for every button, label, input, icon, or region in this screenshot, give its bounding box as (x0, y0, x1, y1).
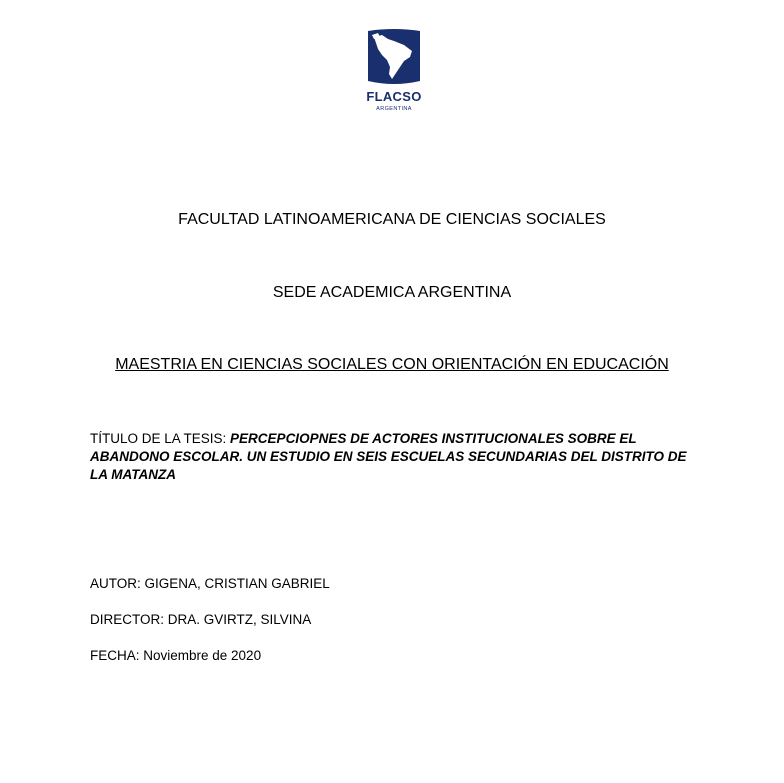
date-line: FECHA: Noviembre de 2020 (90, 648, 262, 663)
flacso-logo (360, 27, 428, 117)
faculty-name: FACULTAD LATINOAMERICANA DE CIENCIAS SOCIALES (178, 211, 606, 228)
program-name: MAESTRIA EN CIENCIAS SOCIALES CON ORIENTACIÓN EN EDUCACIÓN (115, 356, 669, 373)
sede-name: SEDE ACADEMICA ARGENTINA (272, 284, 512, 301)
author-line: AUTOR: GIGENA, CRISTIAN GABRIEL (90, 576, 330, 591)
thesis-block (90, 430, 690, 484)
director-line: DIRECTOR: DRA. GVIRTZ, SILVINA (90, 612, 312, 627)
logo-subtitle: ARGENTINA (376, 106, 412, 112)
flacso-map-emblem-icon (360, 27, 428, 87)
logo-name: FLACSO (366, 89, 422, 104)
thesis-title: PERCEPCIOPNES DE ACTORES INSTITUCIONALES SOBRE EL ABANDONO ESCOLAR. UN ESTUDIO EN SEIS ESCUELAS SECUNDARIAS DEL DISTRITO DE LA MATANZA (90, 431, 687, 482)
thesis-label: TÍTULO DE LA TESIS: (90, 431, 231, 446)
